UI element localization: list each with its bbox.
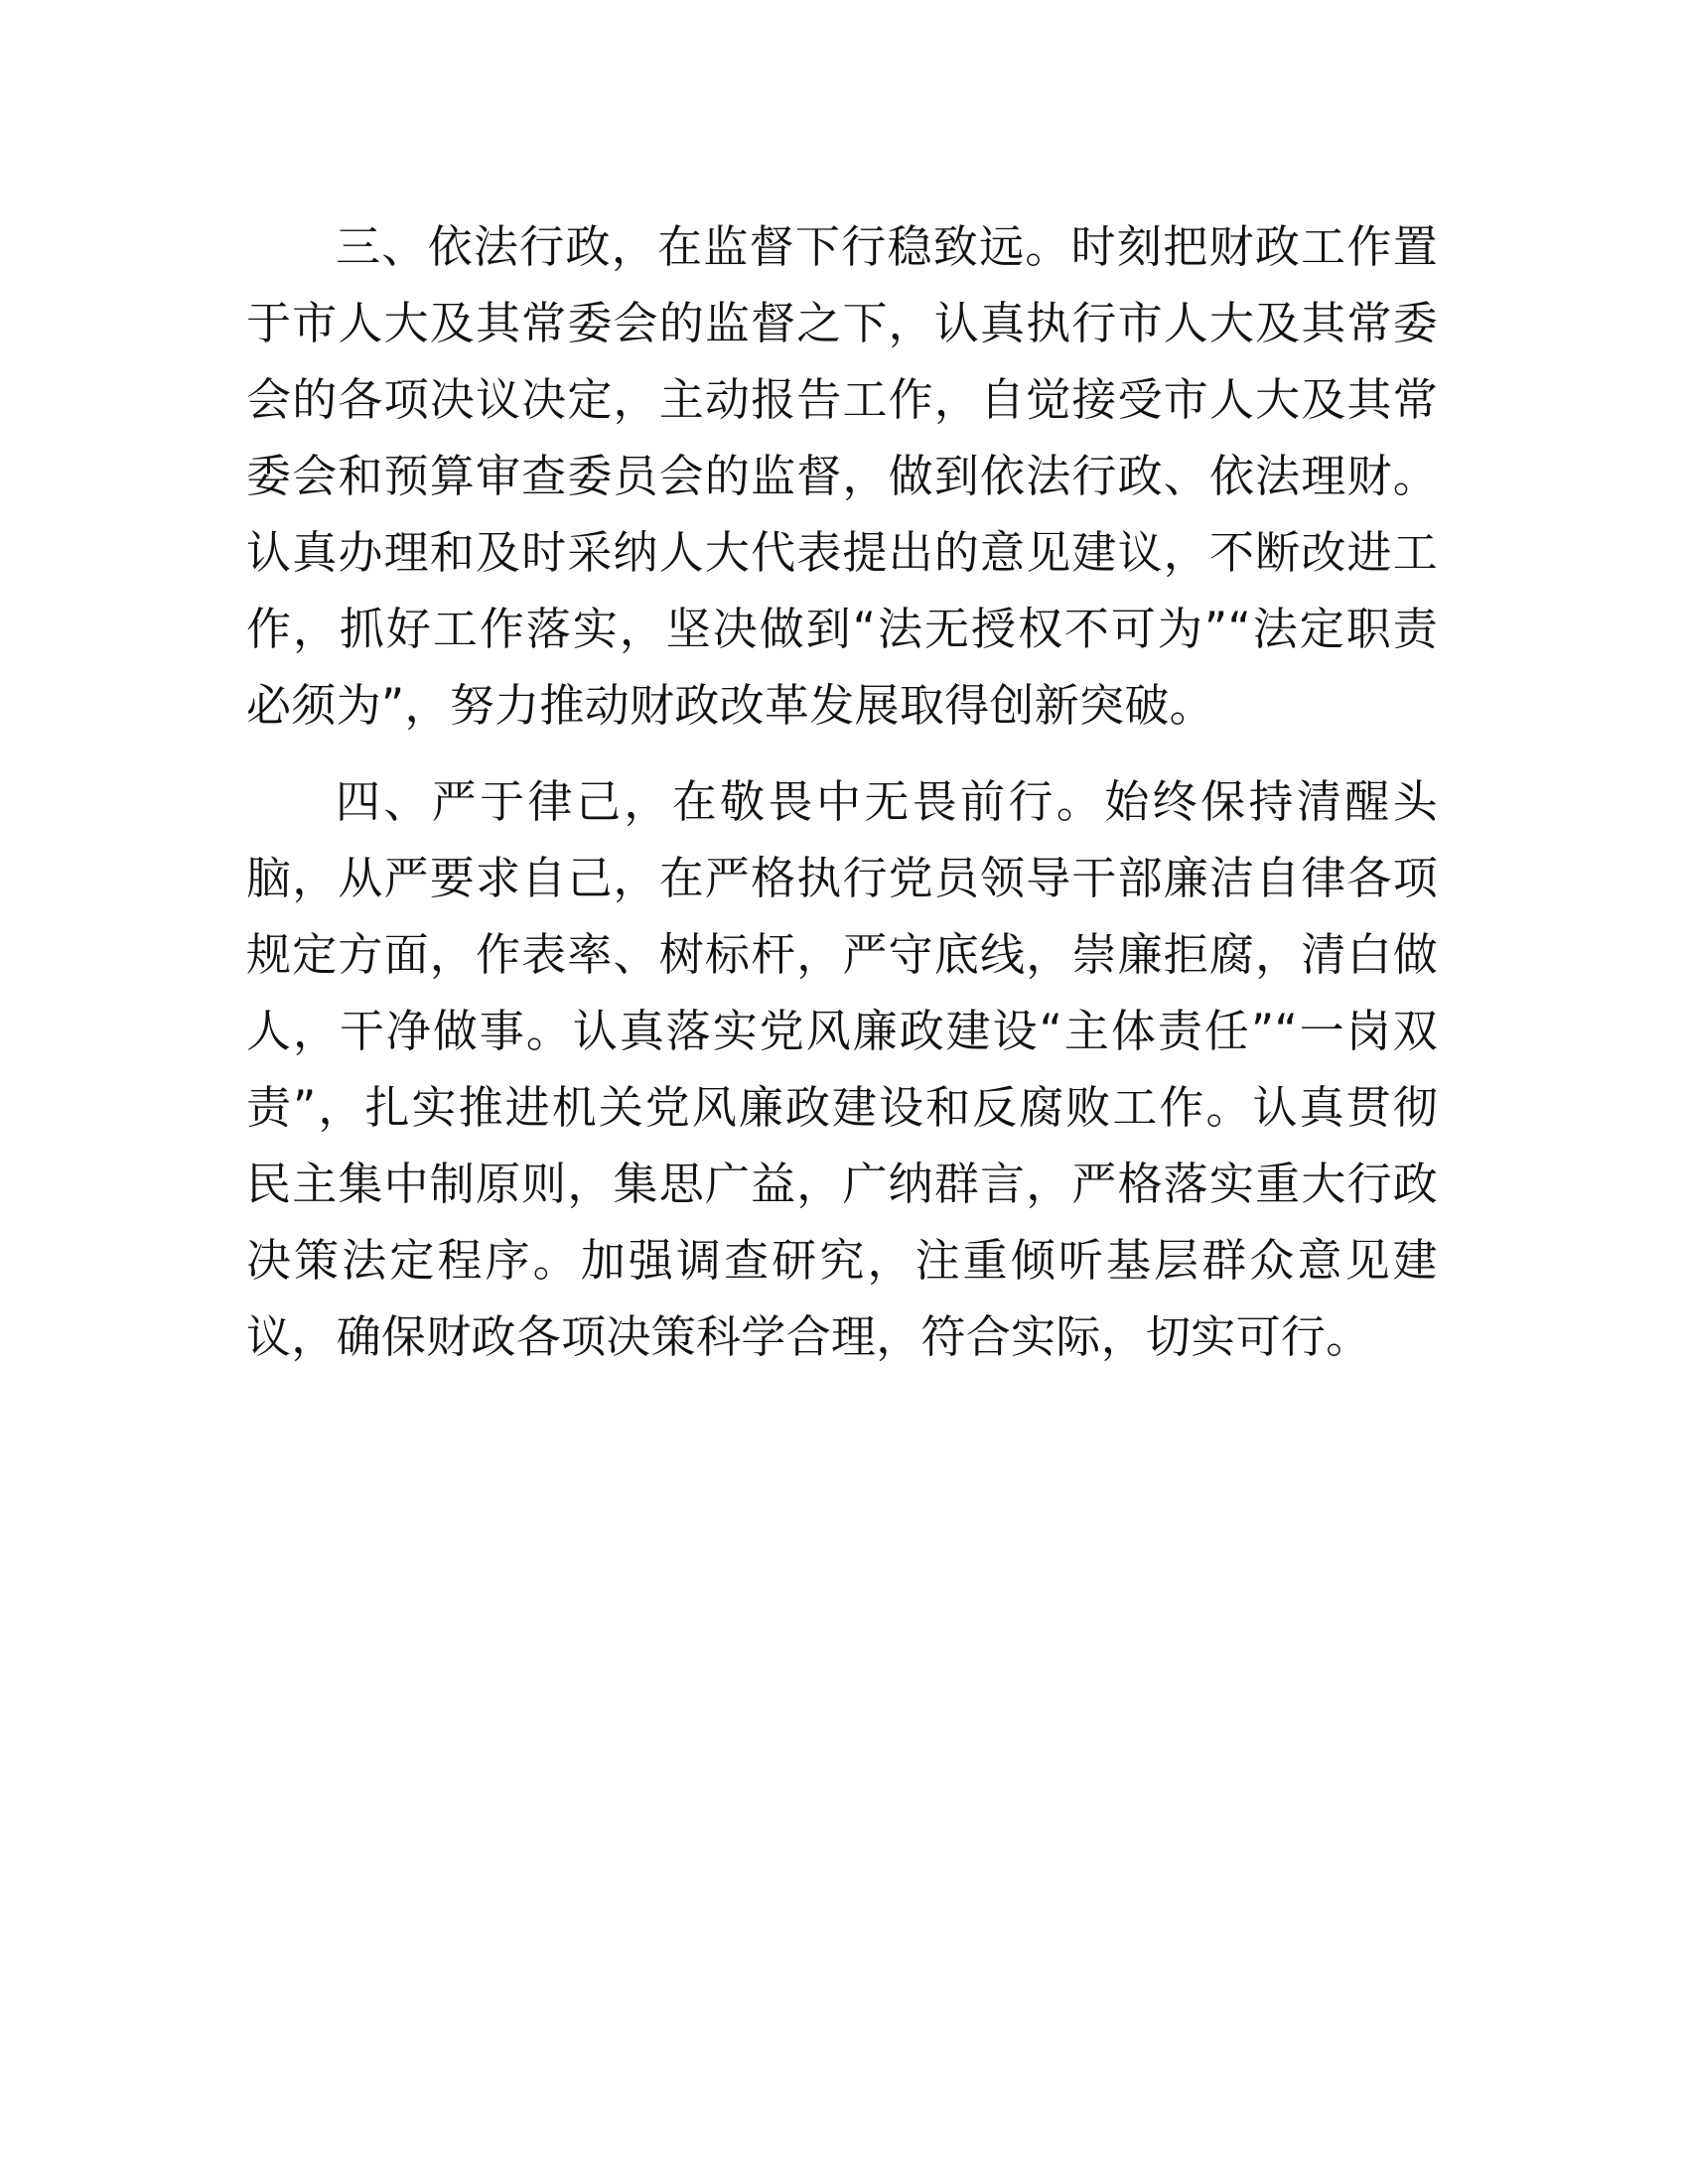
paragraph-rule-of-law: 三、依法行政，在监督下行稳致远。时刻把财政工作置于市人大及其常委会的监督之下，认真执行市人大及其常委会的各项决议决定，主动报告工作，自觉接受市人大及其常委会和预算审查委员会的监督，做到依法行政、依法理财。认真办理和及时采纳人大代表提出的意见建议，不断改进工作，抓好工作落实，坚决做到“法无授权不可为”“法定职责必须为”，努力推动财政改革发展取得创新突破。 xyxy=(246,220,1438,732)
document-body xyxy=(246,208,1438,1395)
paragraph-self-discipline: 四、严于律己，在敬畏中无畏前行。始终保持清醒头脑，从严要求自己，在严格执行党员领导干部廉洁自律各项规定方面，作表率、树标杆，严守底线，崇廉拒腐，清白做人，干净做事。认真落实党风廉政建设“主体责任”“一岗双责”，扎实推进机关党风廉政建设和反腐败工作。认真贯彻民主集中制原则，集思广益，广纳群言，严格落实重大行政决策法定程序。加强调查研究，注重倾听基层群众意见建议，确保财政各项决策科学合理，符合实际，切实可行。 xyxy=(246,775,1438,1363)
